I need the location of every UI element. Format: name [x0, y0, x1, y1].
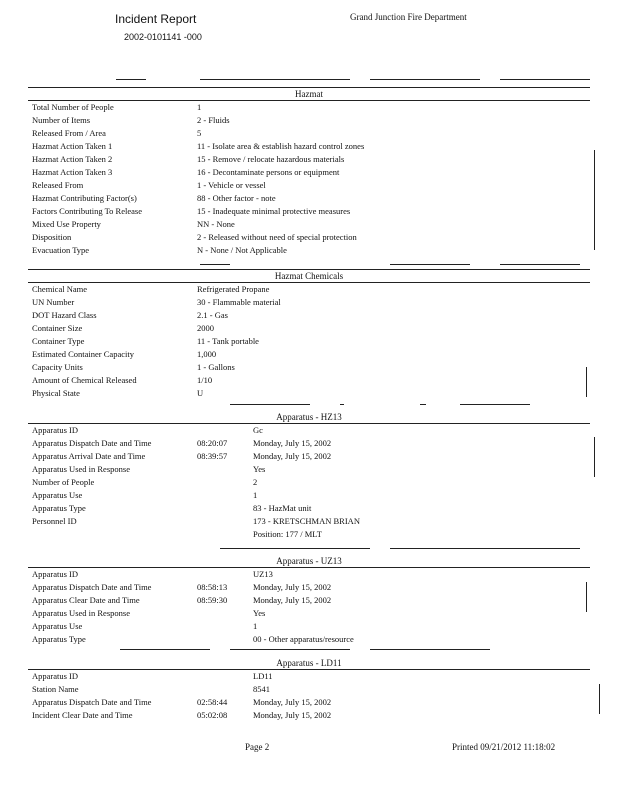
field-label: Apparatus Dispatch Date and Time — [32, 582, 152, 592]
field-value: 83 - HazMat unit — [253, 503, 312, 513]
field-value: 15 - Remove / relocate hazardous materials — [197, 154, 345, 164]
field-value: Yes — [253, 464, 266, 474]
table-row — [28, 620, 590, 633]
table-row — [28, 244, 590, 257]
table-row — [28, 607, 590, 620]
field-value: 2 - Released without need of special protection — [197, 232, 357, 242]
scan-artifact-line — [200, 79, 350, 80]
scan-artifact-bar — [594, 437, 595, 477]
scan-artifact-line — [460, 404, 530, 405]
report-title: Incident Report — [115, 12, 197, 26]
field-value: Monday, July 15, 2002 — [253, 438, 332, 448]
field-value: 15 - Inadequate minimal protective measures — [197, 206, 351, 216]
field-label: Chemical Name — [32, 284, 87, 294]
field-time: 08:58:13 — [197, 582, 228, 592]
field-time: 08:39:57 — [197, 451, 228, 461]
field-value: Monday, July 15, 2002 — [253, 697, 332, 707]
field-label: Released From / Area — [32, 128, 106, 138]
table-row — [28, 387, 590, 400]
table-row — [28, 633, 590, 646]
table-row — [28, 489, 590, 502]
field-label: Apparatus Dispatch Date and Time — [32, 697, 152, 707]
hazmat-chemicals-section — [28, 269, 590, 400]
scan-artifact-line — [230, 649, 350, 650]
table-row — [28, 140, 590, 153]
field-label: Apparatus Type — [32, 634, 86, 644]
table-row — [28, 709, 590, 722]
field-value: NN - None — [197, 219, 235, 229]
field-time: 08:59:30 — [197, 595, 228, 605]
field-value: 2 — [253, 477, 258, 487]
field-label: Capacity Units — [32, 362, 83, 372]
section-title: Hazmat — [28, 87, 590, 101]
table-row — [28, 437, 590, 450]
field-value: 1 — [253, 621, 258, 631]
scan-artifact-line — [420, 404, 426, 405]
field-value: 1/10 — [197, 375, 213, 385]
scan-artifact-line — [370, 649, 490, 650]
apparatus-ld11-section — [28, 657, 590, 722]
field-value: UZ13 — [253, 569, 273, 579]
field-value: 173 - KRETSCHMAN BRIAN — [253, 516, 360, 526]
hazmat-section — [28, 87, 590, 257]
table-row — [28, 594, 590, 607]
scan-artifact-line — [200, 264, 230, 265]
field-label: Personnel ID — [32, 516, 77, 526]
field-value: Position: 177 / MLT — [253, 529, 322, 539]
field-value: U — [197, 388, 204, 398]
scan-artifact-bar — [586, 367, 587, 397]
field-label: Station Name — [32, 684, 79, 694]
table-row — [28, 502, 590, 515]
table-row — [28, 114, 590, 127]
table-row — [28, 463, 590, 476]
field-value: Monday, July 15, 2002 — [253, 582, 332, 592]
table-row — [28, 283, 590, 296]
table-row — [28, 581, 590, 594]
table-row — [28, 568, 590, 581]
field-value: 1,000 — [197, 349, 217, 359]
field-label: Apparatus Used in Response — [32, 608, 130, 618]
field-label — [28, 528, 197, 541]
field-label: Incident Clear Date and Time — [32, 710, 133, 720]
table-row — [28, 231, 590, 244]
field-label: Hazmat Action Taken 3 — [32, 167, 113, 177]
table-row — [28, 374, 590, 387]
section-title: Apparatus - UZ13 — [28, 555, 590, 568]
table-row — [28, 670, 590, 683]
field-value: 88 - Other factor - note — [197, 193, 276, 203]
table-row — [28, 205, 590, 218]
field-label: Hazmat Action Taken 2 — [32, 154, 113, 164]
scan-artifact-line — [390, 548, 580, 549]
field-value: 11 - Isolate area & establish hazard control zones — [197, 141, 365, 151]
field-label: Disposition — [32, 232, 72, 242]
field-label: Container Type — [32, 336, 85, 346]
field-value: 2000 — [197, 323, 214, 333]
field-value: Gc — [253, 425, 263, 435]
field-value: Monday, July 15, 2002 — [253, 710, 332, 720]
field-label: Hazmat Contributing Factor(s) — [32, 193, 137, 203]
table-row — [28, 696, 590, 709]
table-row — [28, 450, 590, 463]
page-number: Page 2 — [245, 742, 270, 752]
field-label: Hazmat Action Taken 1 — [32, 141, 113, 151]
field-value: 8541 — [253, 684, 270, 694]
table-row — [28, 683, 590, 696]
field-value: 2 - Fluids — [197, 115, 230, 125]
field-label: Apparatus Used in Response — [32, 464, 130, 474]
field-label: Apparatus Type — [32, 503, 86, 513]
table-row — [28, 166, 590, 179]
table-row — [28, 218, 590, 231]
field-value: Refrigerated Propane — [197, 284, 270, 294]
table-row — [28, 127, 590, 140]
table-row — [28, 424, 590, 437]
field-label: DOT Hazard Class — [32, 310, 97, 320]
field-label: Apparatus Arrival Date and Time — [32, 451, 146, 461]
incident-number: 2002-0101141 -000 — [124, 32, 202, 42]
field-time: 02:58:44 — [197, 697, 228, 707]
field-label: Apparatus Clear Date and Time — [32, 595, 140, 605]
field-label: Apparatus ID — [32, 671, 79, 681]
field-label: Physical State — [32, 388, 80, 398]
field-label: Apparatus Use — [32, 490, 83, 500]
table-row — [28, 192, 590, 205]
scan-artifact-line — [370, 79, 480, 80]
field-time: 08:20:07 — [197, 438, 228, 448]
field-label: Apparatus ID — [32, 425, 79, 435]
table-row — [28, 101, 590, 114]
field-label: Apparatus Dispatch Date and Time — [32, 438, 152, 448]
field-value: Monday, July 15, 2002 — [253, 595, 332, 605]
scan-artifact-line — [500, 264, 580, 265]
field-value: 1 - Vehicle or vessel — [197, 180, 266, 190]
field-value: 30 - Flammable material — [197, 297, 281, 307]
scan-artifact-line — [230, 404, 310, 405]
field-value: LD11 — [253, 671, 273, 681]
table-row — [28, 296, 590, 309]
field-label: Factors Contributing To Release — [32, 206, 142, 216]
scan-artifact-bar — [594, 150, 595, 250]
field-value: 1 — [253, 490, 258, 500]
field-value: N - None / Not Applicable — [197, 245, 287, 255]
field-value: 11 - Tank portable — [197, 336, 259, 346]
scan-artifact-line — [220, 548, 370, 549]
section-title: Hazmat Chemicals — [28, 269, 590, 283]
field-label: Number of Items — [32, 115, 91, 125]
department-name: Grand Junction Fire Department — [350, 12, 467, 22]
table-row — [28, 528, 590, 541]
scan-artifact-line — [116, 79, 146, 80]
table-row — [28, 476, 590, 489]
scan-artifact-line — [340, 404, 344, 405]
field-label: Evacuation Type — [32, 245, 90, 255]
scan-artifact-bar — [599, 684, 600, 714]
field-label: Apparatus Use — [32, 621, 83, 631]
scan-artifact-bar — [586, 582, 587, 612]
field-value: Monday, July 15, 2002 — [253, 451, 332, 461]
table-row — [28, 348, 590, 361]
field-label: Apparatus ID — [32, 569, 79, 579]
table-row — [28, 309, 590, 322]
field-value: Yes — [253, 608, 266, 618]
apparatus-uz13-section — [28, 555, 590, 646]
field-time: 05:02:08 — [197, 710, 228, 720]
field-value: 5 — [197, 128, 202, 138]
table-row — [28, 335, 590, 348]
field-value: 16 - Decontaminate persons or equipment — [197, 167, 340, 177]
table-row — [28, 153, 590, 166]
scan-artifact-line — [120, 649, 210, 650]
printed-timestamp: Printed 09/21/2012 11:18:02 — [452, 742, 556, 752]
field-label: UN Number — [32, 297, 75, 307]
field-label: Number of People — [32, 477, 95, 487]
table-row — [28, 361, 590, 374]
table-row — [28, 515, 590, 528]
field-value: 1 — [197, 102, 202, 112]
field-label: Estimated Container Capacity — [32, 349, 134, 359]
field-label: Released From — [32, 180, 84, 190]
scan-artifact-line — [390, 264, 470, 265]
section-title: Apparatus - LD11 — [28, 657, 590, 670]
field-label: Mixed Use Property — [32, 219, 101, 229]
field-label: Container Size — [32, 323, 83, 333]
field-label: Amount of Chemical Released — [32, 375, 137, 385]
table-row — [28, 179, 590, 192]
section-title: Apparatus - HZ13 — [28, 411, 590, 424]
apparatus-hz13-section — [28, 411, 590, 541]
field-value: 2.1 - Gas — [197, 310, 228, 320]
field-value: 00 - Other apparatus/resource — [253, 634, 354, 644]
field-label: Total Number of People — [32, 102, 114, 112]
table-row — [28, 322, 590, 335]
scan-artifact-line — [500, 79, 590, 80]
field-value: 1 - Gallons — [197, 362, 235, 372]
